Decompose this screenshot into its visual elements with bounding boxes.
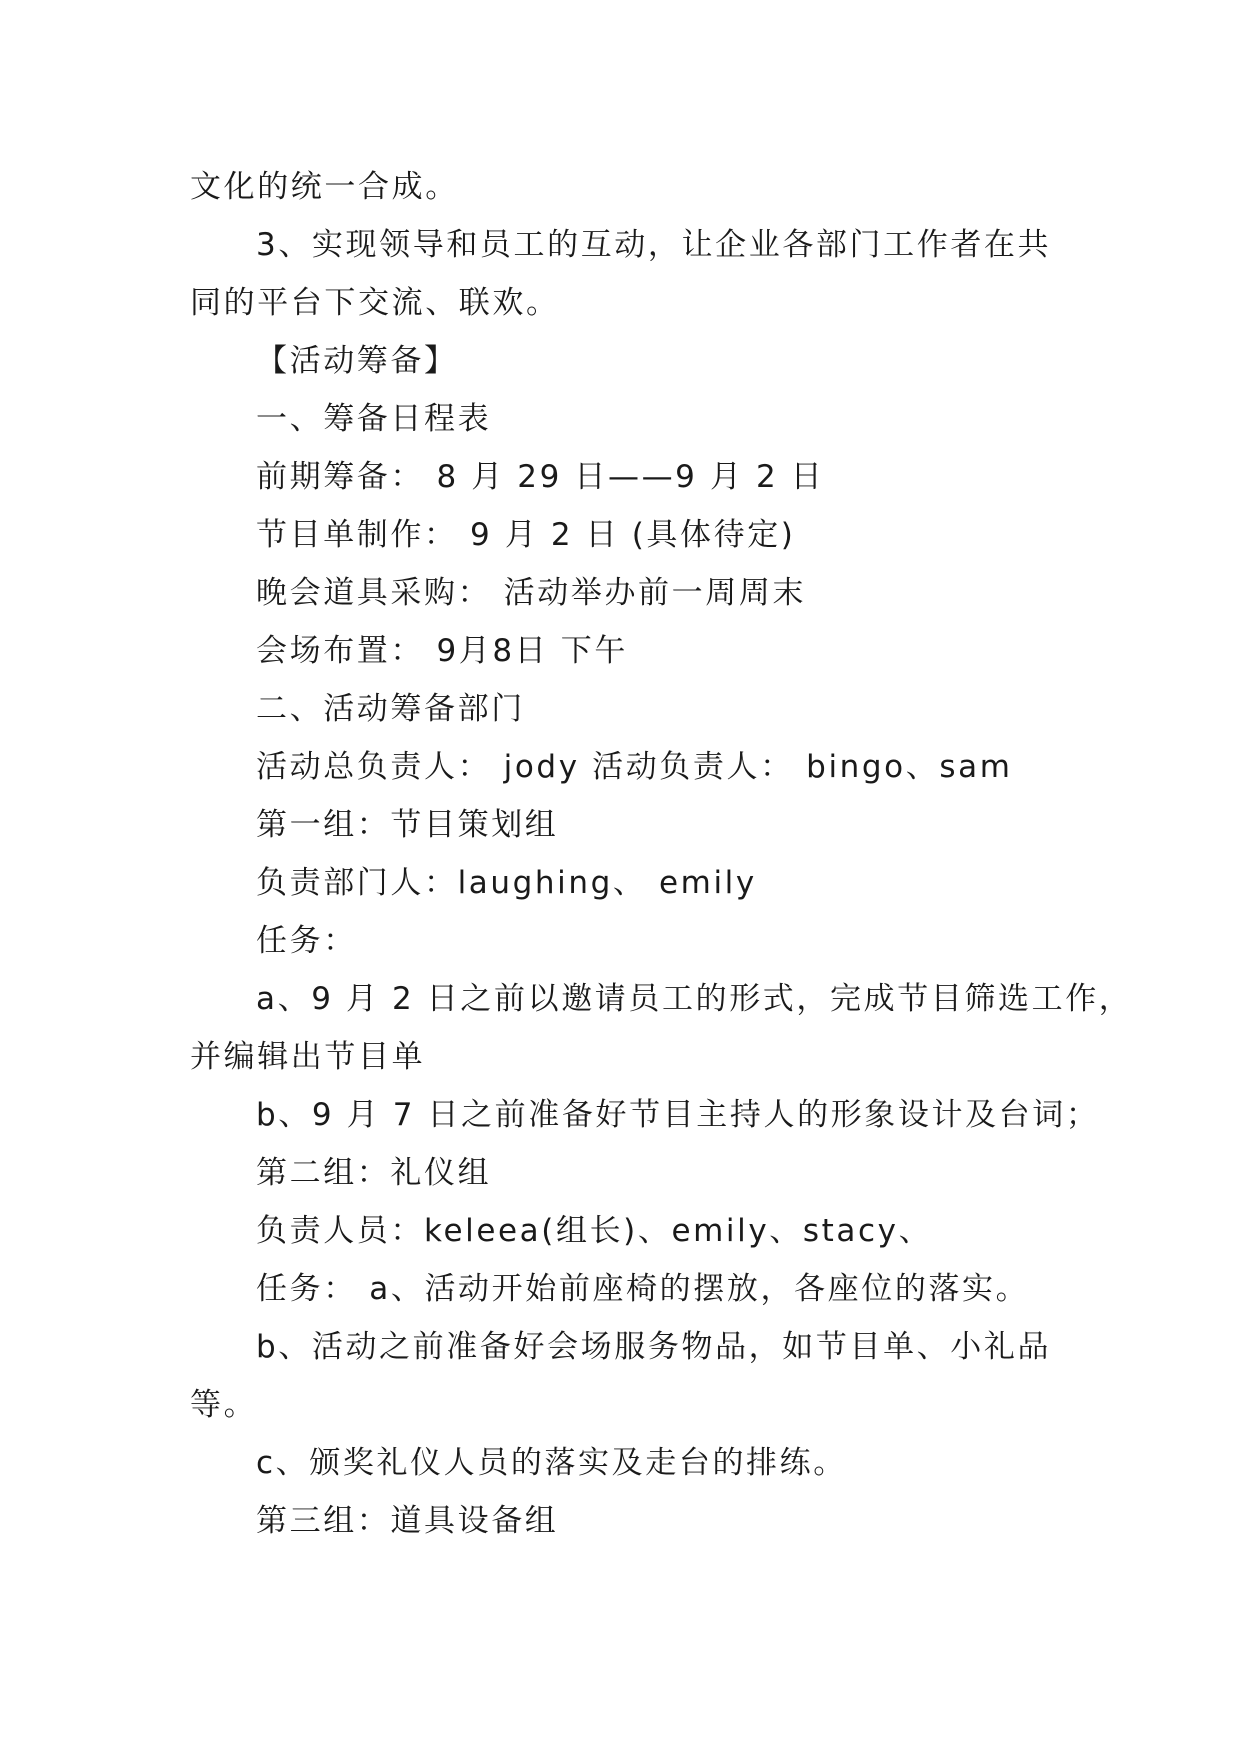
group-heading: 第一组：节目策划组 [256, 807, 559, 843]
group-heading: 第三组：道具设备组 [256, 1503, 559, 1539]
section-heading: 【活动筹备】 [256, 343, 458, 379]
subsection-heading: 一、筹备日程表 [256, 401, 492, 437]
text-line: 任务： [256, 923, 357, 959]
group-heading: 第二组：礼仪组 [256, 1155, 492, 1191]
text-line: 会场布置： 9月8日 下午 [256, 633, 628, 669]
text-line: 前期筹备： 8 月 29 日——9 月 2 日 [256, 459, 825, 495]
text-line: b、9 月 7 日之前准备好节目主持人的形象设计及台词； [256, 1097, 1100, 1133]
text-line: 活动总负责人： jody 活动负责人： bingo、sam [256, 749, 1013, 785]
text-line: 任务： a、活动开始前座椅的摆放，各座位的落实。 [256, 1271, 1030, 1307]
text-line: 晚会道具采购： 活动举办前一周周末 [256, 575, 807, 611]
text-line: b、活动之前准备好会场服务物品，如节目单、小礼品 [256, 1329, 1052, 1365]
document-body [190, 158, 1133, 1550]
subsection-heading: 二、活动筹备部门 [256, 691, 525, 727]
text-line: c、颁奖礼仪人员的落实及走台的排练。 [256, 1445, 847, 1481]
text-line: 同的平台下交流、联欢。 [190, 285, 560, 321]
text-line: 文化的统一合成。 [190, 169, 459, 205]
text-line: 等。 [190, 1387, 258, 1423]
text-line: 负责部门人：laughing、 emily [256, 865, 757, 901]
text-line: 3、实现领导和员工的互动，让企业各部门工作者在共 [256, 227, 1052, 263]
text-line: 并编辑出节目单 [190, 1039, 426, 1075]
text-line: 节目单制作： 9 月 2 日 (具体待定) [256, 517, 796, 553]
text-line: 负责人员：keleea(组长)、emily、stacy、 [256, 1213, 933, 1249]
text-line: a、9 月 2 日之前以邀请员工的形式，完成节目筛选工作， [256, 981, 1133, 1017]
